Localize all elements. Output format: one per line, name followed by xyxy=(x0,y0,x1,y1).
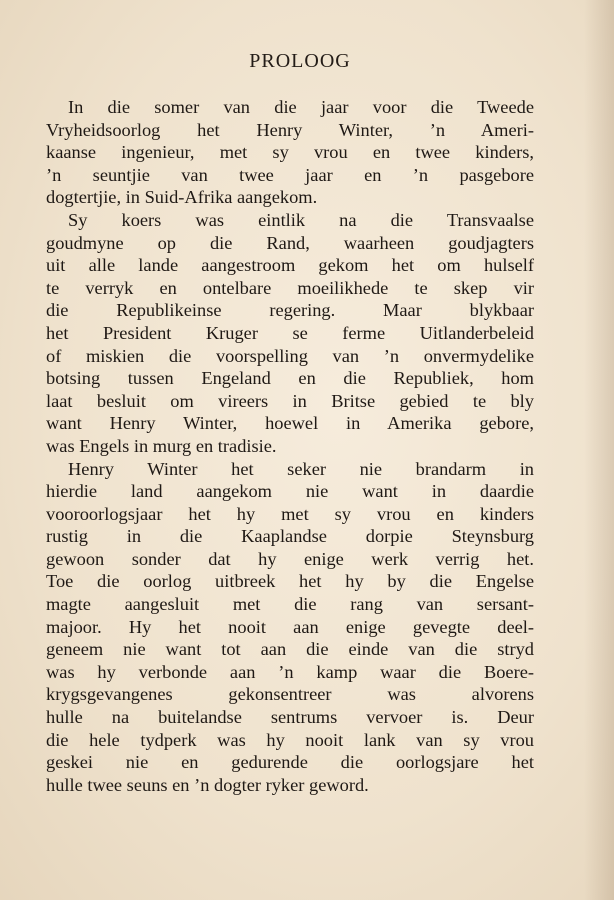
text-line: gewoon sonder dat hy enige werk verrig het. xyxy=(46,548,534,569)
text-line: geskei nie en gedurende die oorlogsjare het xyxy=(46,752,534,773)
text-line: dogtertjie, in Suid-Afrika aangekom. xyxy=(46,187,318,208)
paragraph xyxy=(46,96,534,209)
paragraph xyxy=(46,209,534,458)
text-line: goudmyne op die Rand, waarheen goudjagters xyxy=(46,232,534,253)
text-line: majoor. Hy het nooit aan enige gevegte deel- xyxy=(46,616,534,637)
text-line: uit alle lande aangestroom gekom het om hulself xyxy=(46,255,534,276)
text-line: vooroorlogsjaar het hy met sy vrou en kinders xyxy=(46,503,534,524)
text-line: of miskien die voorspelling van ’n onvermydelike xyxy=(46,345,534,366)
text-line: die hele tydperk was hy nooit lank van sy vrou xyxy=(46,729,534,750)
text-line: botsing tussen Engeland en die Republiek, hom xyxy=(46,368,534,389)
text-line: te verryk en ontelbare moeilikhede te skep vir xyxy=(46,277,534,298)
text-line: geneem nie want tot aan die einde van die stryd xyxy=(46,639,534,660)
paragraph xyxy=(46,458,534,797)
text-line: Henry Winter het seker nie brandarm in xyxy=(68,458,534,479)
text-line: het President Kruger se ferme Uitlanderbeleid xyxy=(46,322,534,343)
text-line: krygsgevangenes gekonsentreer was alvorens xyxy=(46,684,534,705)
text-line: was hy verbonde aan ’n kamp waar die Boere- xyxy=(46,661,534,682)
chapter-title: PROLOOG xyxy=(249,50,351,72)
text-line: rustig in die Kaaplandse dorpie Steynsburg xyxy=(46,526,534,547)
text-line: want Henry Winter, hoewel in Amerika gebore, xyxy=(46,413,534,434)
text-line: kaanse ingenieur, met sy vrou en twee kinders, xyxy=(46,142,534,163)
text-line: Sy koers was eintlik na die Transvaalse xyxy=(68,209,534,230)
text-line: hierdie land aangekom nie want in daardie xyxy=(46,481,534,502)
text-line: ’n seuntjie van twee jaar en ’n pasgebore xyxy=(46,164,534,185)
text-line: In die somer van die jaar voor die Tweede xyxy=(68,97,534,117)
text-line: die Republikeinse regering. Maar blykbaar xyxy=(46,300,534,321)
body-text xyxy=(46,96,534,796)
text-line: laat besluit om vireers in Britse gebied te bly xyxy=(46,390,534,411)
text-line: magte aangesluit met die rang van sersant- xyxy=(46,594,534,615)
text-line: was Engels in murg en tradisie. xyxy=(46,435,277,456)
text-line: hulle na buitelandse sentrums vervoer is. Deur xyxy=(46,707,534,728)
text-line: Vryheidsoorlog het Henry Winter, ’n Ameri- xyxy=(46,119,534,140)
text-line: hulle twee seuns en ’n dogter ryker geword. xyxy=(46,774,369,795)
text-line: Toe die oorlog uitbreek het hy by die Engelse xyxy=(46,571,534,592)
page-edge-shadow xyxy=(584,0,614,900)
